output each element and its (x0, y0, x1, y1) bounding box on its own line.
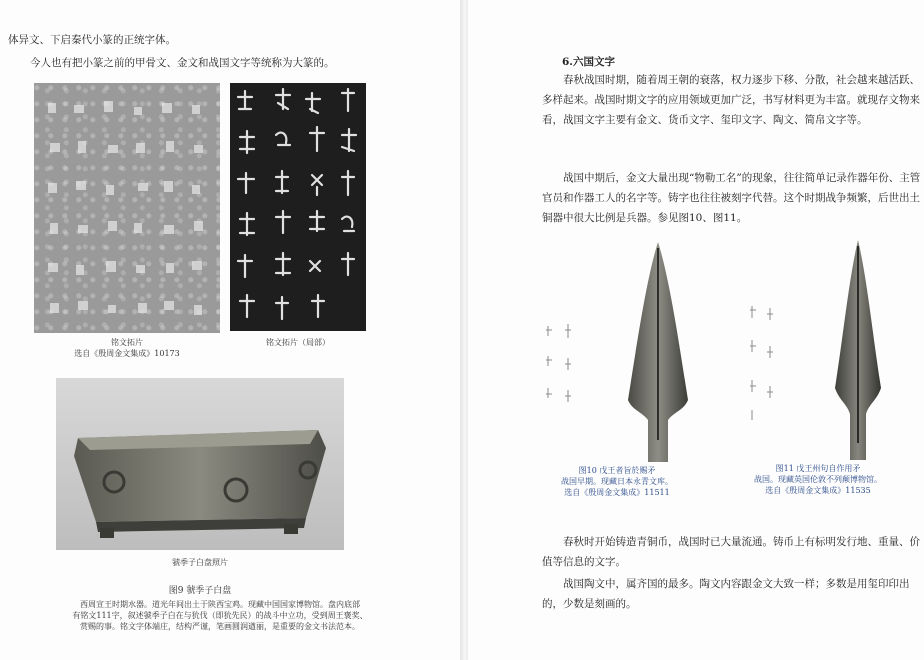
fig10-spear-photo (618, 240, 698, 462)
book-gutter (460, 0, 468, 660)
left-text-line-2: 今人也有把小篆之前的甲骨文、金文和战国文字等统称为大篆的。 (30, 57, 335, 69)
section-heading: 6.六国文字 (562, 56, 615, 68)
dark-rubbing-strokes (230, 83, 366, 331)
fig-left-source: 选自《殷周金文集成》10173 (74, 349, 180, 358)
rubbing-texture (34, 83, 220, 333)
paragraph-2: 战国中期后，金文大量出现“物勒工名”的现象，往往简单记录作器年份、主管官员和作器工人的名字等。铸字也往往被刻字代替。这个时期战争频繁，后世出土铜器中很大比例是兵器。参见图10、图11。 (542, 172, 921, 224)
fig9-desc-line-3: 赏赐的事。铭文字体端庄，结构严谨，笔画圆润遒丽，是重要的金文书法范本。 (80, 622, 360, 631)
fig11-inscription-marks (748, 300, 778, 430)
fig-left-caption: 铭文拓片 (111, 338, 143, 347)
inscription-rubbing-detail-photo (230, 83, 366, 331)
fig10-title: 图10 戊王者旨於赐矛 (578, 466, 656, 475)
inscription-rubbing-photo (34, 83, 220, 333)
left-page (0, 0, 460, 660)
fig9-desc-line-1: 西周宣王时期水器。道光年间出土于陕西宝鸡。现藏中国国家博物馆。盘内底部 (80, 600, 360, 609)
fig11-desc: 战国。现藏英国伦敦不列颠博物馆。 (754, 475, 882, 484)
bronze-basin-photo (56, 378, 344, 550)
fig10-source: 选自《殷周金文集成》11511 (564, 488, 670, 497)
paragraph-3: 春秋时开始铸造青铜币，战国时已大量流通。铸币上有标明发行地、重量、价值等信息的文字。 (542, 536, 920, 568)
basin-caption: 虢季子白盘照片 (172, 558, 228, 567)
fig10-desc: 战国早期。现藏日本永青文库。 (561, 477, 673, 486)
fig11-title: 图11 戊王州句自作用矛 (775, 464, 861, 473)
fig9-title: 图9 虢季子白盘 (168, 586, 232, 596)
fig11-spear-photo (823, 238, 893, 460)
fig9-desc-line-2: 有铭文111字，叙述虢季子白在与狁伐（即狁先民）的战斗中立功，受到周王褒奖、 (72, 611, 368, 620)
fig11-source: 选自《殷周金文集成》11535 (765, 486, 871, 495)
paragraph-1: 春秋战国时期，随着周王朝的衰落，权力逐步下移、分散，社会越来越活跃、多样起来。战国时期文字的应用领域更加广泛，书写材料更为丰富。就现存文物来看，战国文字主要有金文、货币文字、玺印文字、陶文、简帛文字等。 (542, 74, 920, 126)
fig-right-caption: 铭文拓片（局部） (266, 338, 330, 347)
left-text-line-1: 体异文、下启秦代小篆的正统字体。 (8, 34, 176, 46)
basin-drawing (56, 378, 344, 550)
fig10-inscription-marks (544, 318, 574, 424)
right-page (468, 0, 924, 660)
paragraph-4: 战国陶文中，属齐国的最多。陶文内容跟金文大致一样；多数是用玺印印出的，少数是刻画的。 (542, 578, 910, 610)
